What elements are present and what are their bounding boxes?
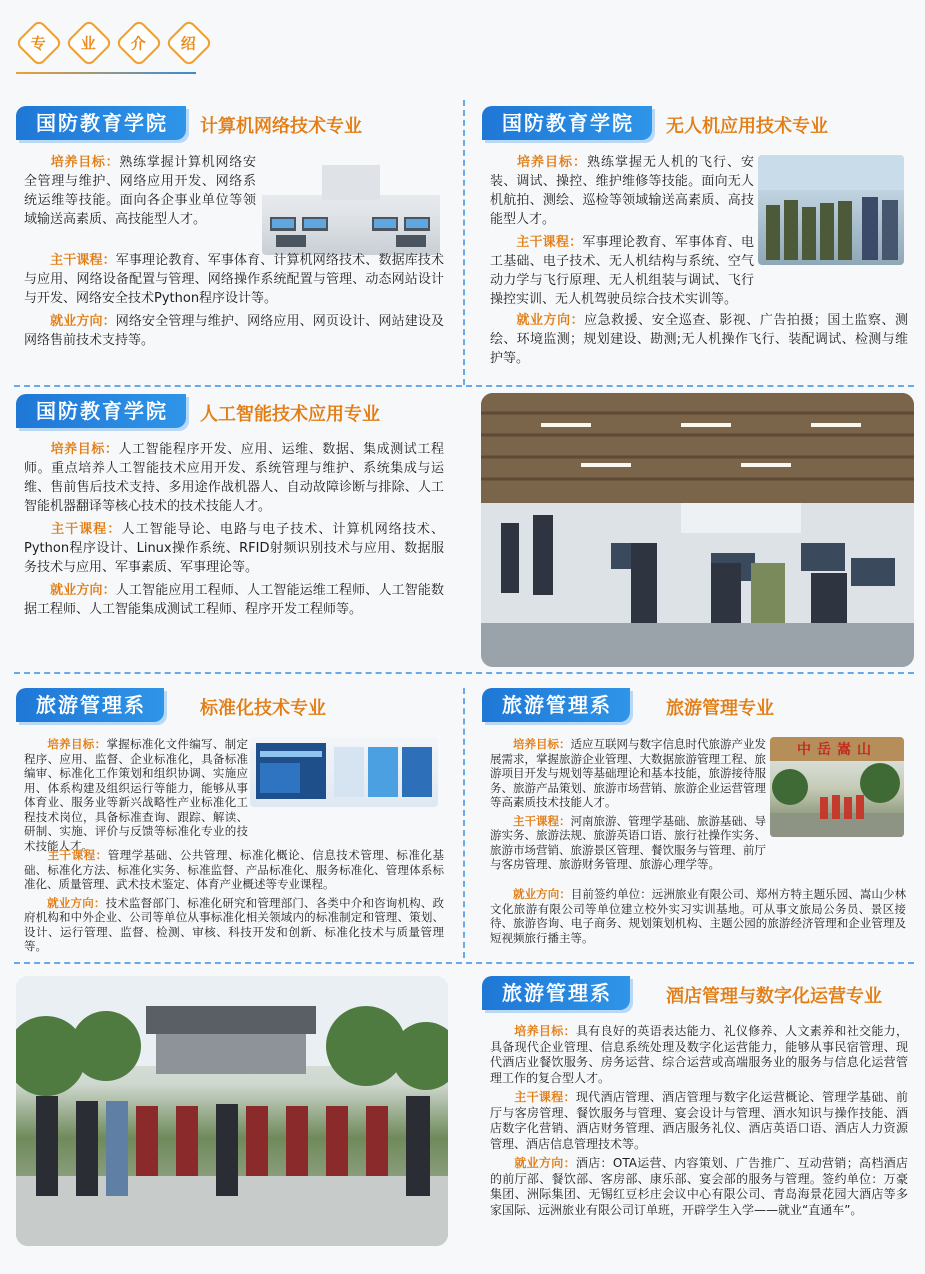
section-text: 培养目标：适应互联网与数字信息时代旅游产业发展需求，掌握旅游企业管理、大数据旅游管理工程、旅游项目开发与规划等基础理论和基本技能，旅游接待服务、旅游产品策划、旅游市场营销、旅游企业运营管理等高素质技术技能人才。 主干课程：河南旅游、管理学基础、旅游基础、导游实务、旅游法规、旅游英语口语、旅行社操作实务、旅游市场营销、旅游景区管理、餐饮服务与管理、前厅与客房管理、旅游财务管理、旅游心理学等。	[490, 737, 766, 871]
computer-lab-photo	[262, 155, 440, 255]
section-text: 主干课程：管理学基础、公共管理、标准化概论、信息技术管理、标准化基础、标准化方法、标准化实务、标准监督、产品标准化、服务标准化、管理体系标准化、质量管理、武术技术鉴定、体育产业概述等专业课程。 就业方向：技术监督部门、标准化研究和管理部门、各类中介和咨询机构、政府机构和中外企业、公司等单位从事标准化相关领域内的标准制定和管理、策划、设计、运行管理、监督、检测、审核、科技开发和创新、标准化技术与质量管理等。	[24, 848, 445, 953]
column-divider	[463, 688, 465, 958]
major-title: 旅游管理专业	[666, 698, 774, 719]
section-text: 培养目标：具有良好的英语表达能力、礼仪修养、人文素养和社交能力，具备现代企业管理、信息系统处理及数字化运营能力，能够从事民宿管理、现代酒店业餐饮服务、房务运营、综合运营或高端服务业的服务与信息化运营管理工作的复合型人才。 主干课程：现代酒店管理、酒店管理与数字化运营概论、管理学基础、前厅与客房管理、餐饮服务与管理、宴会设计与管理、酒水知识与操作技能、酒店数字化营销、酒店财务管理、酒店服务礼仪、酒店英语口语、酒店人力资源管理、酒店信息管理技术等。 就业方向：酒店：OTA运营、内容策划、广告推广、互动营销；高档酒店的前厅部、餐饮部、客房部、康乐部、宴会部的服务与管理。签约单位：万豪集团、洲际集团、无锡红豆杉庄会议中心有限公司、青岛海景花园大酒店等多家国际、远洲旅业有限公司订单班，开辟学生入学——就业“直通车”。	[490, 1024, 908, 1217]
header-underline	[16, 72, 196, 74]
header-hex: 绍	[165, 19, 213, 67]
header-hex: 业	[65, 19, 113, 67]
ai-classroom-photo	[481, 393, 914, 667]
dept-badge: 国防教育学院	[16, 106, 186, 140]
major-title: 酒店管理与数字化运营专业	[666, 986, 882, 1007]
header-hex: 介	[115, 19, 163, 67]
dept-badge: 国防教育学院	[482, 106, 652, 140]
major-title: 人工智能技术应用专业	[200, 404, 380, 425]
section-text: 主干课程：军事理论教育、军事体育、计算机网络技术、数据库技术与应用、网络设备配置与管理、网络操作系统配置与管理、动态网站设计与开发、网络安全技术Python程序设计等。 就业方向：网络安全管理与维护、网络应用、网页设计、网站建设及网络售前技术支持等。	[24, 253, 444, 348]
section-text: 就业方向：目前签约单位：远洲旅业有限公司、郑州方特主题乐园、嵩山少林文化旅游有限公司等单位建立校外实习实训基地。可从事文旅局公务员、景区接待、旅游咨询、电子商务、规划策划机构、主题公园的旅游经济管理和企业管理及短视频旅行播主等。	[490, 887, 907, 945]
major-title: 计算机网络技术专业	[200, 116, 362, 137]
section-header	[16, 22, 212, 64]
major-title: 无人机应用技术专业	[666, 116, 828, 137]
scenic-sign-text: 中岳嵩山	[797, 742, 877, 758]
section-text: 就业方向：应急救援、安全巡查、影视、广告拍摄；国土监察、测绘、环境监测；规划建设、勘测;无人机操作飞行、装配调试、检测与维护等。	[490, 313, 908, 366]
dept-badge: 旅游管理系	[16, 688, 164, 722]
section-text: 培养目标：熟练掌握计算机网络安全管理与维护、网络应用开发、网络系统运维等技能。面向各企事业单位等领域输送高素质、高技能型人才。	[24, 155, 256, 227]
dept-badge: 旅游管理系	[482, 688, 630, 722]
section-text: 培养目标：人工智能程序开发、应用、运维、数据、集成测试工程师。重点培养人工智能技术应用开发、系统管理与维护、系统集成与运维、售前售后技术支持、多用途作战机器人、自动故障诊断与排除、人工智能机器翻译等核心技术的技术技能人才。 主干课程：人工智能导论、电路与电子技术、计算机网络技术、Python程序设计、Linux操作系统、RFID射频识别技术与应用、数据服务技术与应用、军事素质、军事理论等。 就业方向：人工智能应用工程师、人工智能运维工程师、人工智能数据工程师、人工智能集成测试工程师、程序开发工程师等。	[24, 442, 444, 617]
dept-badge: 国防教育学院	[16, 394, 186, 428]
section-text: 培养目标：掌握标准化文件编写、制定程序、应用、监督、企业标准化，具备标准编审、标准化工作策划和组织协调、实施应用、体系构建及组织运行等能力，能够从事体育业、服务业等新兴战略性产业标准化工程技术岗位，具备标准查询、跟踪、解读、研制、实施、评价与反馈等标准化专业的技术技能人才。	[24, 737, 249, 853]
group-photo	[16, 976, 448, 1246]
major-title: 标准化技术专业	[200, 698, 326, 719]
column-divider	[463, 100, 465, 385]
row-divider	[14, 962, 914, 964]
dept-badge: 旅游管理系	[482, 976, 630, 1010]
tourism-photo	[770, 737, 904, 837]
drone-training-photo	[758, 155, 904, 265]
section-text: 培养目标：熟练掌握无人机的飞行、安装、调试、操控、维护维修等技能。面向无人机航拍、测绘、巡检等领域输送高素质、高技能型人才。 主干课程：军事理论教育、军事体育、电工基础、电子技术、无人机结构与系统、空气动力学与飞行原理、无人机组装与调试、飞行操控实训、无人机驾驶员综合技术实训等。	[490, 155, 754, 307]
standardization-photo	[250, 737, 438, 807]
row-divider	[14, 385, 914, 387]
row-divider	[14, 672, 914, 674]
header-hex: 专	[15, 19, 63, 67]
